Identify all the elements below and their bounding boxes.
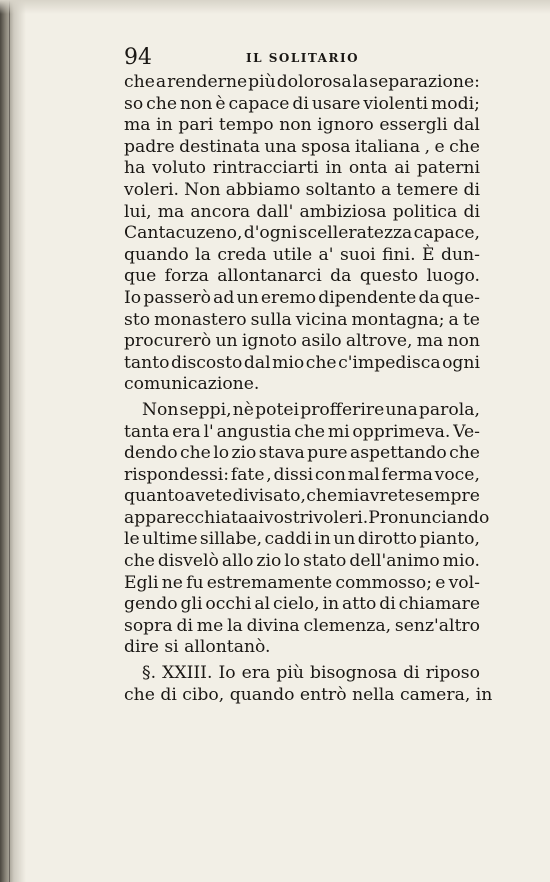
text-line: §. XXIII. Io era più bisognosa di riposo [142, 663, 480, 684]
text-line: apparecchiata ai vostri voleri. Pronunciando [124, 507, 490, 528]
binding-gutter-line [9, 0, 10, 882]
text-line: lui, ma ancora dall' ambiziosa politica di [124, 201, 480, 222]
text-line: so che non è capace di usare violenti modi; [124, 93, 480, 114]
paragraph [124, 663, 493, 706]
paragraph [124, 399, 490, 659]
text-line: comunicazione. [124, 374, 260, 395]
text-line: dendo che lo zio stava pure aspettando che [124, 443, 480, 464]
text-line: Cantacuzeno, d'ogni scelleratezza capace, [124, 223, 480, 244]
text-line: che disvelò allo zio lo stato dell'animo mio. [124, 551, 480, 572]
page-header [124, 44, 480, 72]
text-line: ma in pari tempo non ignoro essergli dal [124, 115, 480, 136]
text-line: dire si allontanò. [124, 637, 271, 658]
page-number: 94 [124, 45, 152, 70]
running-head: IL SOLITARIO [246, 51, 360, 65]
text-line: padre destinata una sposa italiana , e che [124, 136, 480, 157]
text-line: tanta era l' angustia che mi opprimeva. Ve- [124, 421, 480, 442]
text-line: Non seppi, nè potei profferire una parola, [142, 399, 480, 420]
text-line: che a renderne più dolorosa la separazione: [124, 72, 480, 92]
top-edge-shade [0, 0, 550, 14]
text-line: sopra di me la divina clemenza, senz'altro [124, 615, 480, 636]
paragraph [124, 72, 480, 396]
text-line: ha voluto rintracciarti in onta ai paterni [124, 158, 480, 179]
body-text [124, 72, 493, 706]
text-line: voleri. Non abbiamo soltanto a temere di [124, 179, 480, 200]
text-line: le ultime sillabe, caddi in un dirotto pianto, [124, 529, 480, 550]
text-line: Egli ne fu estremamente commosso; e vol- [124, 572, 480, 593]
text-line: quando la creda utile a' suoi fini. È dun- [124, 244, 480, 265]
text-line: Io passerò ad un eremo dipendente da que- [124, 287, 480, 308]
text-line: rispondessi: fate , dissi con mal ferma voce, [124, 464, 480, 485]
text-line: gendo gli occhi al cielo, in atto di chiamare [124, 594, 480, 615]
page-edge-shadow [0, 0, 26, 882]
text-line: tanto discosto dal mio che c'impedisca ogni [124, 352, 480, 373]
text-line: sto monastero sulla vicina montagna; a te [124, 309, 480, 330]
text-line: quanto avete divisato, che mi avrete sempre [124, 486, 480, 507]
text-line: procurerò un ignoto asilo altrove, ma non [124, 331, 480, 352]
text-line: que forza allontanarci da questo luogo. [124, 266, 480, 287]
text-line: che di cibo, quando entrò nella camera, in [124, 684, 493, 705]
